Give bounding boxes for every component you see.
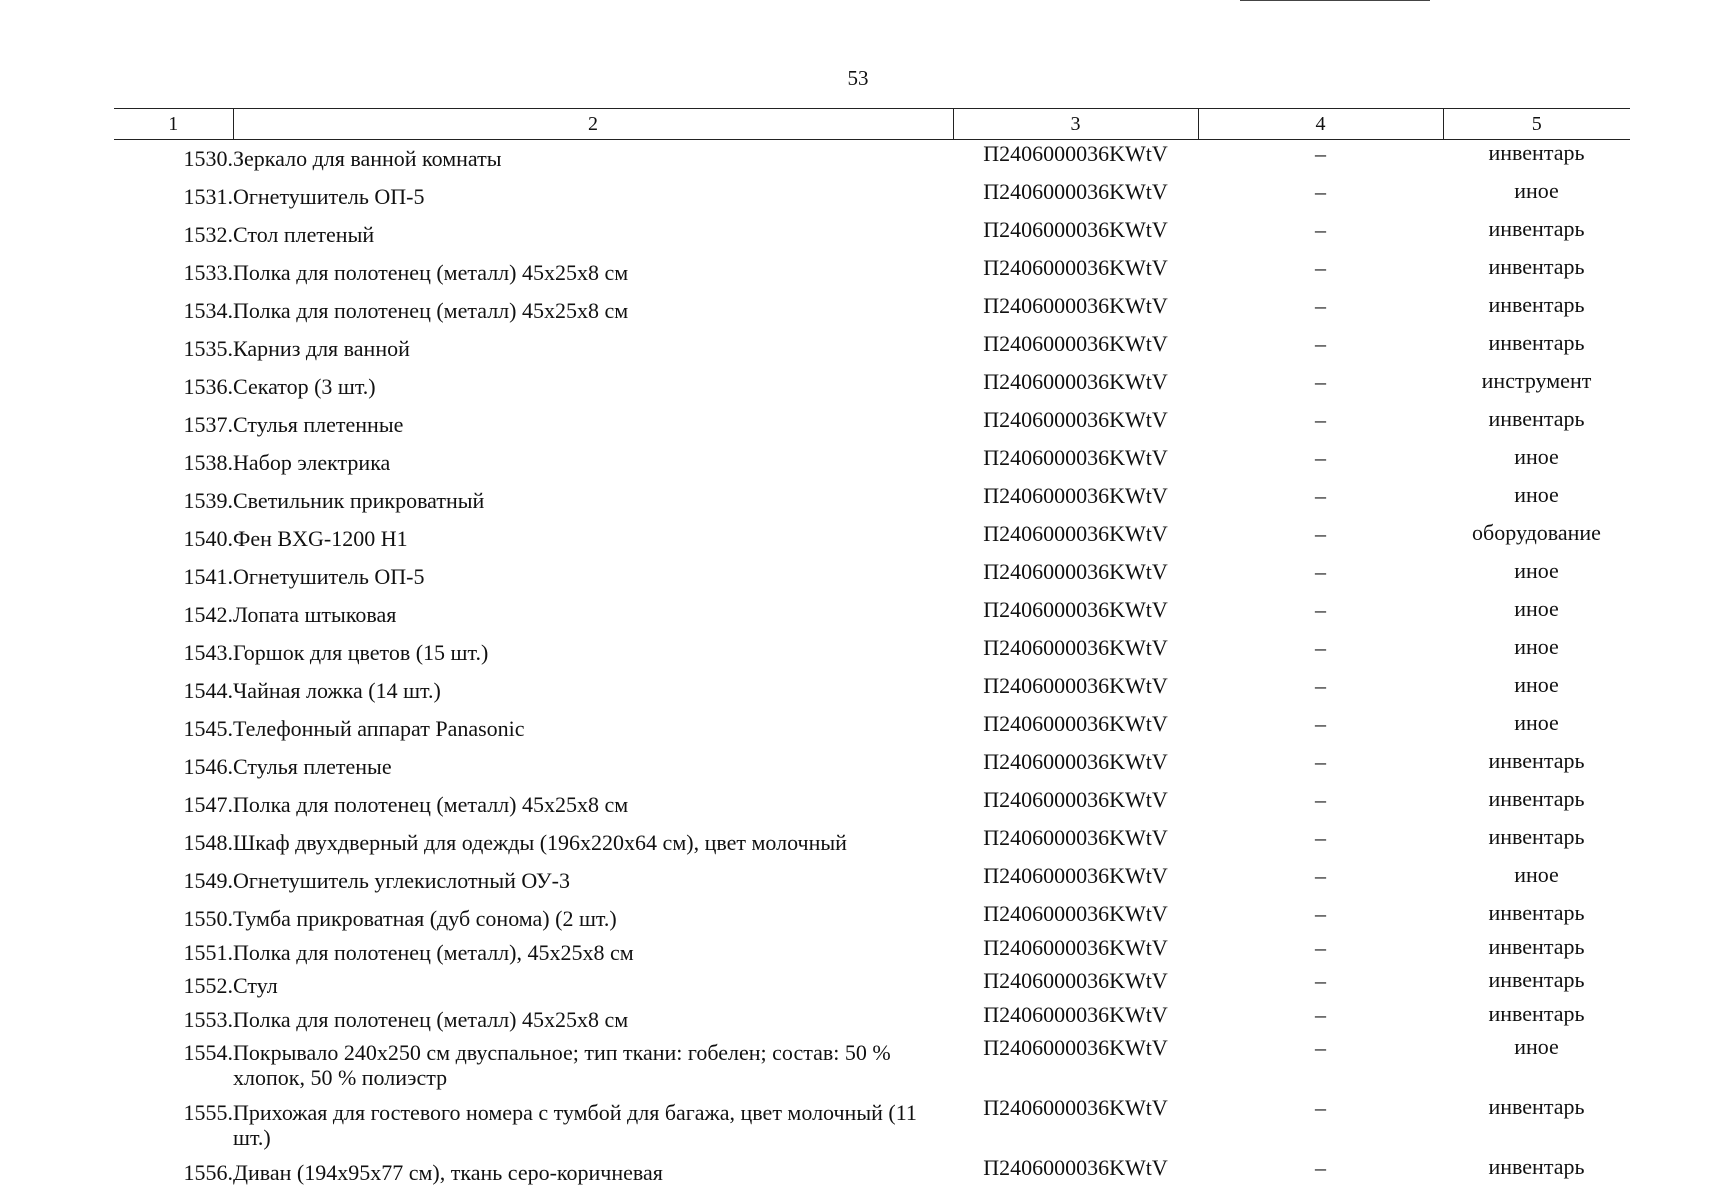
row-number: 1534. <box>183 298 233 323</box>
item-name: Телефонный аппарат Panasonic <box>233 716 525 741</box>
row-number: 1542. <box>183 602 233 627</box>
item-dash: – <box>1315 369 1326 394</box>
item-code: П2406000036KWtV <box>983 445 1168 470</box>
header-col-1: 1 <box>114 109 233 140</box>
item-name: Полка для полотенец (металл) 45x25x8 см <box>233 792 629 817</box>
item-dash: – <box>1315 217 1326 242</box>
item-name: Полка для полотенец (металл), 45x25x8 см <box>233 939 634 965</box>
item-code: П2406000036KWtV <box>983 968 1168 993</box>
row-number: 1531. <box>183 184 233 209</box>
item-name: Огнетушитель ОП-5 <box>233 184 425 209</box>
item-dash: – <box>1315 293 1326 318</box>
table-row <box>114 1034 1630 1094</box>
header-col-3: 3 <box>953 109 1198 140</box>
item-dash: – <box>1315 559 1326 584</box>
table-row <box>114 406 1630 444</box>
item-name: Лопата штыковая <box>233 602 397 627</box>
row-number: 1551. <box>183 939 233 965</box>
row-number: 1549. <box>183 868 233 893</box>
item-name: Горшок для цветов (15 шт.) <box>233 640 489 665</box>
item-code: П2406000036KWtV <box>983 673 1168 698</box>
item-dash: – <box>1315 1095 1326 1120</box>
row-number: 1530. <box>183 146 233 171</box>
item-code: П2406000036KWtV <box>983 635 1168 660</box>
item-name: Набор электрика <box>233 450 391 475</box>
item-dash: – <box>1315 331 1326 356</box>
item-dash: – <box>1315 934 1326 960</box>
item-name: Стул <box>233 973 278 998</box>
item-code: П2406000036KWtV <box>983 217 1168 242</box>
item-name: Тумба прикроватная (дуб сонома) (2 шт.) <box>233 906 617 931</box>
header-col-5: 5 <box>1443 109 1630 140</box>
item-code: П2406000036KWtV <box>983 825 1168 850</box>
item-name: Фен BXG-1200 H1 <box>233 526 408 551</box>
row-number: 1547. <box>183 792 233 817</box>
item-category: инвентарь <box>1488 1154 1585 1179</box>
item-category: иное <box>1514 634 1559 659</box>
item-code: П2406000036KWtV <box>983 559 1168 584</box>
table-row <box>114 1001 1630 1035</box>
item-code: П2406000036KWtV <box>983 1095 1168 1120</box>
row-number: 1543. <box>183 640 233 665</box>
item-dash: – <box>1315 483 1326 508</box>
item-category: иное <box>1514 178 1559 203</box>
item-dash: – <box>1315 407 1326 432</box>
item-name: Карниз для ванной <box>233 336 410 361</box>
row-number: 1552. <box>183 973 233 998</box>
row-number: 1544. <box>183 678 233 703</box>
row-number: 1555. <box>183 1100 233 1125</box>
table-row <box>114 520 1630 558</box>
row-number: 1541. <box>183 564 233 589</box>
table-row <box>114 140 1630 179</box>
table-row <box>114 967 1630 1001</box>
table-row <box>114 1094 1630 1154</box>
item-code: П2406000036KWtV <box>983 934 1168 960</box>
item-code: П2406000036KWtV <box>983 179 1168 204</box>
item-code: П2406000036KWtV <box>983 901 1168 926</box>
item-name: Стулья плетенные <box>233 412 404 437</box>
item-name: Секатор (3 шт.) <box>233 374 376 399</box>
item-dash: – <box>1315 445 1326 470</box>
item-category: иное <box>1514 1034 1559 1059</box>
table-row <box>114 824 1630 862</box>
item-name: Зеркало для ванной комнаты <box>233 146 502 171</box>
item-category: инвентарь <box>1488 748 1585 773</box>
item-name: Диван (194x95x77 см), ткань серо-коричневая <box>233 1160 663 1185</box>
table-row <box>114 900 1630 934</box>
item-category: инструмент <box>1481 368 1592 393</box>
item-category: иное <box>1514 710 1559 735</box>
item-category: инвентарь <box>1488 824 1585 849</box>
header-col-2: 2 <box>233 109 953 140</box>
table-row <box>114 368 1630 406</box>
item-dash: – <box>1315 1155 1326 1180</box>
item-name: Стулья плетеные <box>233 754 392 779</box>
row-number: 1533. <box>183 260 233 285</box>
item-code: П2406000036KWtV <box>983 141 1168 166</box>
item-code: П2406000036KWtV <box>983 597 1168 622</box>
item-code: П2406000036KWtV <box>983 293 1168 318</box>
item-category: инвентарь <box>1488 140 1585 165</box>
item-name: Огнетушитель углекислотный ОУ-3 <box>233 868 570 893</box>
table-row <box>114 672 1630 710</box>
top-edge-rule <box>1240 0 1430 1</box>
item-category: инвентарь <box>1488 786 1585 811</box>
item-dash: – <box>1315 521 1326 546</box>
table-row <box>114 786 1630 824</box>
item-code: П2406000036KWtV <box>983 1001 1168 1027</box>
item-category: иное <box>1514 596 1559 621</box>
row-number: 1548. <box>183 830 233 855</box>
item-dash: – <box>1315 1035 1326 1060</box>
item-name: Полка для полотенец (металл) 45x25x8 см <box>233 1006 629 1032</box>
row-number: 1539. <box>183 488 233 513</box>
item-name: Покрывало 240x250 см двуспальное; тип ткани: гобелен; состав: 50 % хлопок, 50 % полиэстр <box>233 1040 891 1090</box>
item-category: иное <box>1514 558 1559 583</box>
item-code: П2406000036KWtV <box>983 749 1168 774</box>
item-code: П2406000036KWtV <box>983 1155 1168 1180</box>
item-name: Прихожая для гостевого номера с тумбой для багажа, цвет молочный (11 шт.) <box>233 1100 917 1150</box>
item-category: иное <box>1514 672 1559 697</box>
table-row <box>114 216 1630 254</box>
item-code: П2406000036KWtV <box>983 521 1168 546</box>
item-category: инвентарь <box>1488 1000 1585 1026</box>
row-number: 1553. <box>183 1006 233 1032</box>
row-number: 1550. <box>183 906 233 931</box>
item-dash: – <box>1315 255 1326 280</box>
row-number: 1536. <box>183 374 233 399</box>
item-name: Шкаф двухдверный для одежды (196x220x64 см), цвет молочный <box>233 830 847 855</box>
row-number: 1538. <box>183 450 233 475</box>
item-category: иное <box>1514 444 1559 469</box>
item-category: инвентарь <box>1488 292 1585 317</box>
table-row <box>114 1154 1630 1188</box>
table-header-row <box>114 109 1630 140</box>
table-row <box>114 748 1630 786</box>
item-category: инвентарь <box>1488 900 1585 925</box>
item-name: Полка для полотенец (металл) 45x25x8 см <box>233 260 629 285</box>
table-row <box>114 482 1630 520</box>
item-dash: – <box>1315 673 1326 698</box>
item-category: инвентарь <box>1488 967 1585 992</box>
table-row <box>114 254 1630 292</box>
table-row <box>114 710 1630 748</box>
table-row <box>114 934 1630 968</box>
table-row <box>114 444 1630 482</box>
item-name: Огнетушитель ОП-5 <box>233 564 425 589</box>
item-code: П2406000036KWtV <box>983 369 1168 394</box>
table-row <box>114 862 1630 900</box>
row-number: 1535. <box>183 336 233 361</box>
inventory-table <box>114 108 1630 1188</box>
item-dash: – <box>1315 968 1326 993</box>
table-row <box>114 558 1630 596</box>
row-number: 1545. <box>183 716 233 741</box>
item-code: П2406000036KWtV <box>983 331 1168 356</box>
item-name: Светильник прикроватный <box>233 488 485 513</box>
item-category: иное <box>1514 862 1559 887</box>
item-code: П2406000036KWtV <box>983 407 1168 432</box>
item-code: П2406000036KWtV <box>983 787 1168 812</box>
row-number: 1546. <box>183 754 233 779</box>
item-code: П2406000036KWtV <box>983 1035 1168 1060</box>
item-dash: – <box>1315 1001 1326 1027</box>
row-number: 1554. <box>183 1040 233 1065</box>
row-number: 1532. <box>183 222 233 247</box>
item-dash: – <box>1315 863 1326 888</box>
item-name: Полка для полотенец (металл) 45x25x8 см <box>233 298 629 323</box>
item-category: инвентарь <box>1488 254 1585 279</box>
row-number: 1537. <box>183 412 233 437</box>
item-category: инвентарь <box>1488 933 1585 959</box>
item-category: оборудование <box>1472 520 1601 545</box>
item-category: инвентарь <box>1488 330 1585 355</box>
page-number: 53 <box>847 66 869 90</box>
item-category: инвентарь <box>1488 216 1585 241</box>
table-row <box>114 596 1630 634</box>
item-category: инвентарь <box>1488 406 1585 431</box>
table-row <box>114 178 1630 216</box>
item-code: П2406000036KWtV <box>983 255 1168 280</box>
row-number: 1556. <box>183 1160 233 1185</box>
item-code: П2406000036KWtV <box>983 483 1168 508</box>
item-dash: – <box>1315 141 1326 166</box>
item-dash: – <box>1315 901 1326 926</box>
table-row <box>114 634 1630 672</box>
item-dash: – <box>1315 711 1326 736</box>
item-code: П2406000036KWtV <box>983 863 1168 888</box>
table-body <box>114 140 1630 1188</box>
item-dash: – <box>1315 787 1326 812</box>
table-row <box>114 330 1630 368</box>
table-row <box>114 292 1630 330</box>
item-category: иное <box>1514 482 1559 507</box>
item-code: П2406000036KWtV <box>983 711 1168 736</box>
item-dash: – <box>1315 635 1326 660</box>
item-name: Чайная ложка (14 шт.) <box>233 678 441 703</box>
item-dash: – <box>1315 825 1326 850</box>
item-dash: – <box>1315 749 1326 774</box>
row-number: 1540. <box>183 526 233 551</box>
item-dash: – <box>1315 179 1326 204</box>
item-name: Стол плетеный <box>233 222 375 247</box>
item-category: инвентарь <box>1488 1094 1585 1119</box>
header-col-4: 4 <box>1198 109 1443 140</box>
item-dash: – <box>1315 597 1326 622</box>
